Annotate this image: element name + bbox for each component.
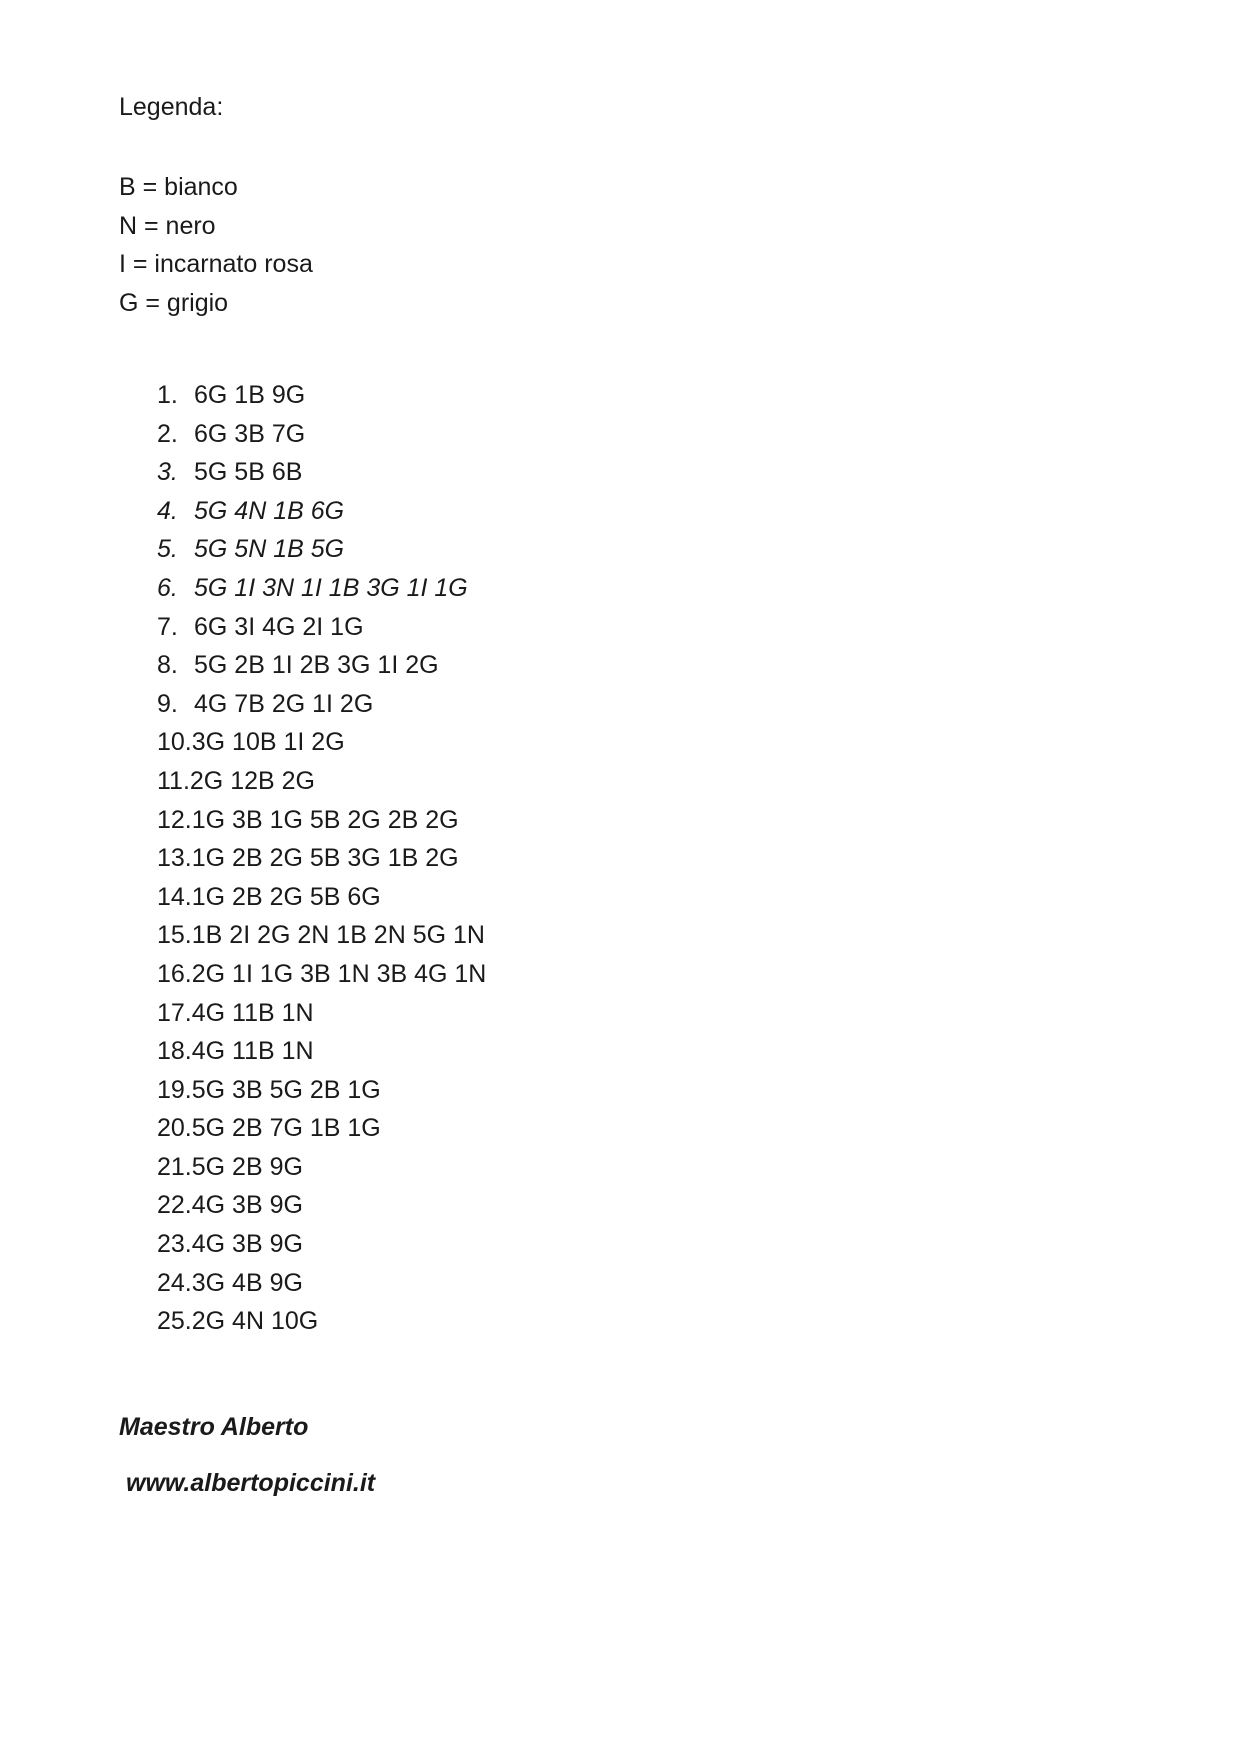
pattern-row	[157, 1225, 486, 1264]
pattern-rows-list	[157, 376, 486, 1341]
row-text: 5G 2B 7G 1B 1G	[191, 1114, 381, 1143]
row-number: 23.	[157, 1230, 192, 1259]
row-number: 4.	[157, 496, 178, 525]
row-text: 1G 2B 2G 5B 6G	[191, 882, 381, 911]
pattern-row	[157, 723, 486, 762]
pattern-row	[157, 1264, 486, 1303]
row-number: 19.	[157, 1075, 192, 1104]
pattern-row	[157, 1186, 486, 1225]
pattern-row	[157, 569, 486, 608]
row-text: 5G 1I 3N 1I 1B 3G 1I 1G	[194, 573, 468, 602]
row-text: 5G 5N 1B 5G	[194, 535, 345, 564]
row-number: 18.	[157, 1037, 192, 1066]
pattern-row	[157, 453, 486, 492]
pattern-row	[157, 1071, 486, 1110]
legend-item-bianco: B = bianco	[119, 173, 238, 201]
pattern-row	[157, 1302, 486, 1341]
pattern-row	[157, 492, 486, 531]
row-number: 3.	[157, 458, 178, 487]
row-number: 16.	[157, 959, 192, 988]
pattern-row	[157, 878, 486, 917]
legend-item-incarnato: I = incarnato rosa	[119, 250, 313, 278]
row-text: 1G 2B 2G 5B 3G 1B 2G	[191, 844, 459, 873]
row-number: 21.	[157, 1152, 192, 1181]
row-text: 4G 11B 1N	[191, 998, 314, 1027]
row-number: 14.	[157, 882, 192, 911]
legend-item-grigio: G = grigio	[119, 288, 229, 317]
pattern-row	[157, 839, 486, 878]
pattern-row	[157, 916, 486, 955]
author-signature: Maestro Alberto	[119, 1413, 309, 1441]
row-text: 3G 4B 9G	[191, 1268, 303, 1297]
pattern-row	[157, 415, 486, 454]
row-text: 4G 11B 1N	[191, 1037, 314, 1066]
row-text: 5G 3B 5G 2B 1G	[191, 1075, 381, 1104]
row-text: 2G 12B 2G	[189, 766, 315, 795]
pattern-row	[157, 376, 486, 415]
row-number: 7.	[157, 612, 178, 641]
row-text: 6G 3I 4G 2I 1G	[194, 612, 364, 641]
row-text: 1B 2I 2G 2N 1B 2N 5G 1N	[191, 921, 485, 950]
pattern-row	[157, 1032, 486, 1071]
row-number: 20.	[157, 1114, 192, 1143]
row-text: 4G 3B 9G	[191, 1191, 303, 1220]
pattern-row	[157, 762, 486, 801]
row-text: 6G 1B 9G	[194, 381, 306, 409]
row-number: 13.	[157, 844, 192, 873]
row-number: 1.	[157, 381, 178, 409]
pattern-row	[157, 608, 486, 647]
row-number: 15.	[157, 921, 192, 950]
pattern-row	[157, 685, 486, 724]
row-number: 12.	[157, 805, 192, 834]
legend-list	[119, 168, 313, 322]
row-text: 4G 7B 2G 1I 2G	[194, 689, 374, 718]
pattern-row	[157, 955, 486, 994]
row-text: 6G 3B 7G	[194, 419, 306, 448]
row-text: 2G 1I 1G 3B 1N 3B 4G 1N	[191, 959, 487, 988]
row-text: 2G 4N 10G	[191, 1307, 319, 1336]
row-number: 10.	[157, 728, 192, 757]
pattern-row	[157, 994, 486, 1033]
pattern-row	[157, 646, 486, 685]
row-number: 9.	[157, 689, 178, 718]
row-number: 17.	[157, 998, 192, 1027]
row-text: 3G 10B 1I 2G	[191, 728, 345, 757]
row-text: 5G 4N 1B 6G	[194, 496, 345, 525]
row-number: 8.	[157, 651, 178, 680]
row-text: 5G 2B 1I 2B 3G 1I 2G	[194, 651, 439, 680]
row-number: 6.	[157, 573, 178, 602]
website-text: www.albertopiccini.it	[126, 1469, 376, 1497]
row-number: 5.	[157, 535, 178, 564]
row-text: 1G 3B 1G 5B 2G 2B 2G	[191, 805, 459, 834]
row-number: 22.	[157, 1191, 192, 1220]
legend-title: Legenda:	[119, 93, 224, 121]
row-number: 24.	[157, 1268, 192, 1297]
pattern-row	[157, 1148, 486, 1187]
row-number: 25.	[157, 1307, 192, 1336]
row-text: 5G 2B 9G	[191, 1152, 303, 1181]
row-number: 2.	[157, 419, 178, 448]
pattern-row	[157, 801, 486, 840]
row-text: 5G 5B 6B	[194, 458, 303, 487]
legend-item-nero: N = nero	[119, 211, 216, 240]
row-text: 4G 3B 9G	[191, 1230, 303, 1259]
pattern-row	[157, 530, 486, 569]
row-number: 11.	[157, 766, 190, 795]
pattern-row	[157, 1109, 486, 1148]
